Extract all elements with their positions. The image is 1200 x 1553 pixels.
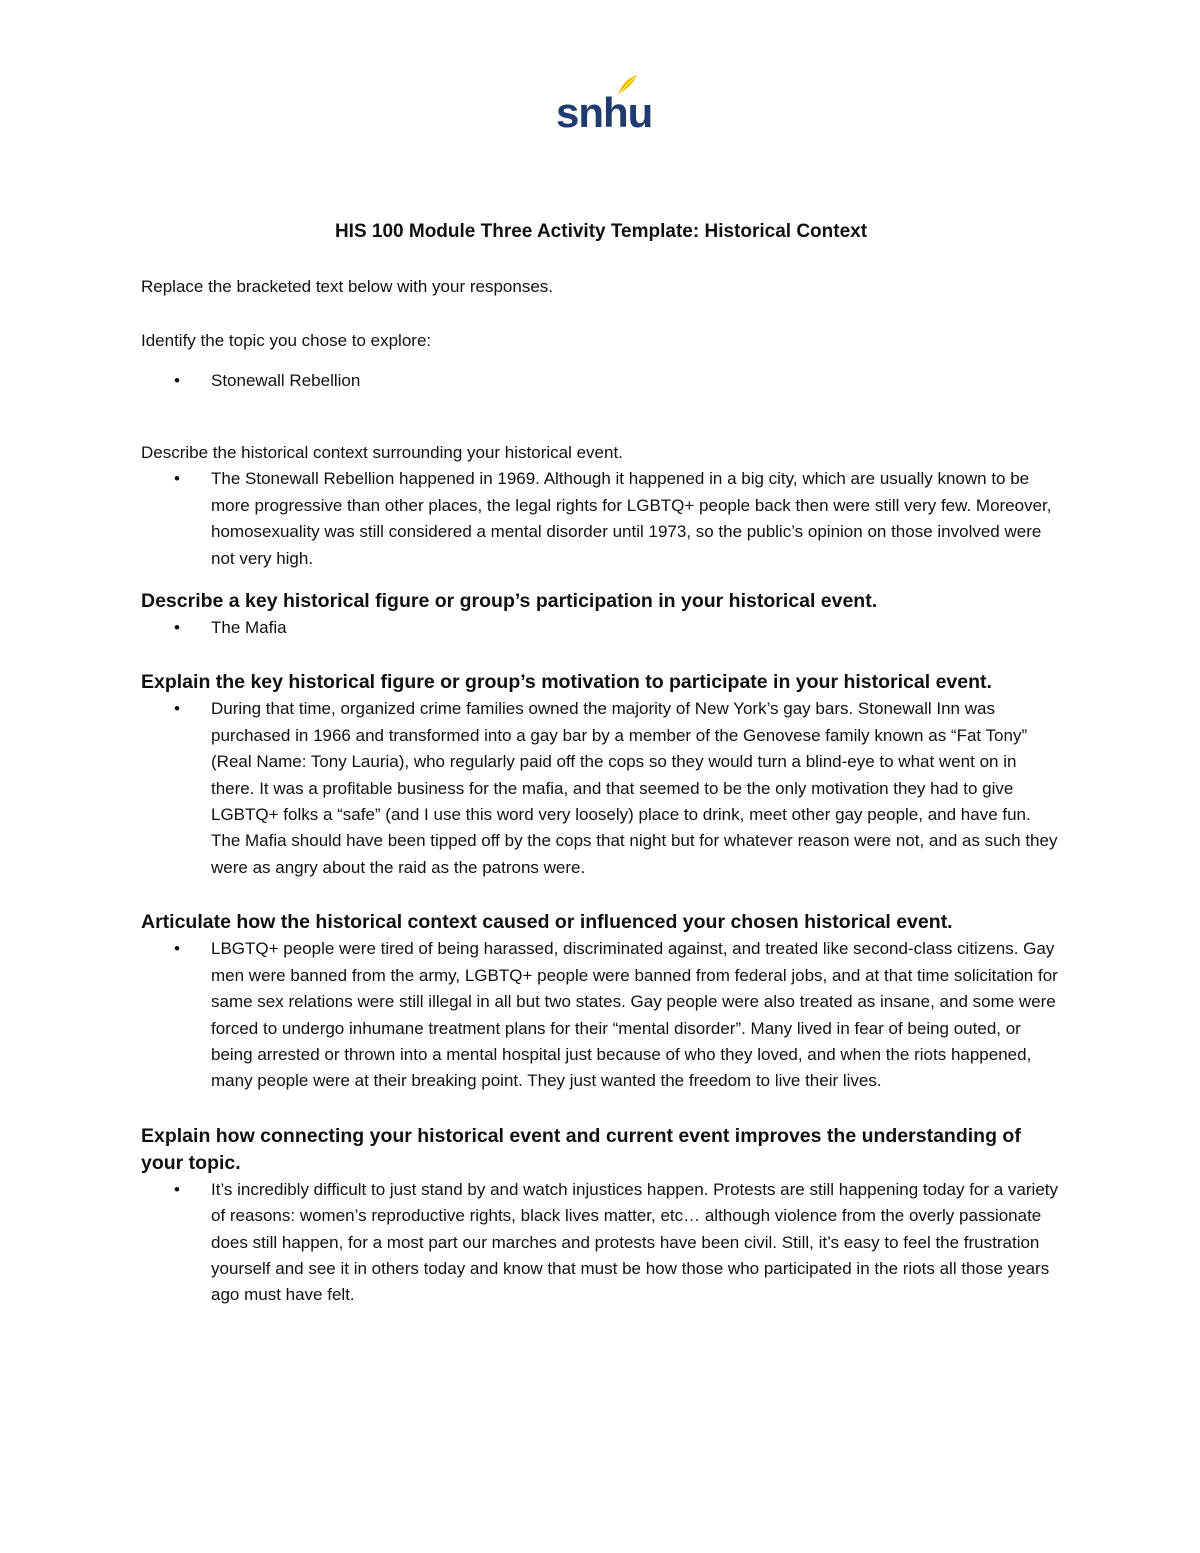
bullet-list (141, 1177, 1061, 1309)
bullet-list (141, 466, 1061, 572)
prompt-motivation: Explain the key historical figure or group’s motivation to participate in your historical event. (141, 671, 992, 694)
bullet-list (141, 615, 1061, 641)
snhu-logo (556, 74, 653, 136)
bullet-icon: • (174, 939, 180, 959)
bullet-icon: • (174, 618, 180, 638)
prompt-influence: Articulate how the historical context caused or influenced your chosen historical event. (141, 911, 953, 934)
document-body (141, 218, 1061, 1309)
bullet-icon: • (174, 371, 180, 390)
bullet-list (141, 936, 1061, 1094)
prompt-figure: Describe a key historical figure or group’s participation in your historical event. (141, 590, 878, 613)
bullet-icon: • (174, 699, 180, 719)
bullet-list (141, 368, 1061, 394)
bullet-icon: • (174, 469, 180, 489)
prompt-connection: Explain how connecting your historical event and current event improves the understanding of your topic. (141, 1124, 1021, 1174)
bullet-list (141, 696, 1061, 881)
logo-text: snhu (556, 89, 653, 136)
document-title: HIS 100 Module Three Activity Template: Historical Context (334, 221, 868, 242)
list-item: • It’s incredibly difficult to just stand by and watch injustices happen. Protests are still happening today for a variety of reasons: women’s reproductive rights, black lives matter, etc… although violence from the overly passionate does still happen, for a most part our marches and protests have been civil. Still, it’s easy to feel the frustration yourself and see it in others today and know that must be how those who participated in the riots all those years ago must have felt. (141, 1177, 1061, 1309)
list-item: • During that time, organized crime families owned the majority of New York’s gay bars. Stonewall Inn was purchased in 1966 and transformed into a gay bar by a member of the Genovese family known as “Fat Tony” (Real Name: Tony Lauria), who regularly paid off the cops so they would turn a blind-eye to what went on in there. It was a profitable business for the mafia, and that seemed to be the only motivation they had to give LGBTQ+ folks a “safe” (and I use this word very loosely) place to drink, meet other gay people, and have fun. The Mafia should have been tipped off by the cops that night but for whatever reason were not, and as such they were as angry about the raid as the patrons were. (141, 696, 1061, 881)
list-item: • The Mafia (141, 615, 1061, 641)
list-item: • The Stonewall Rebellion happened in 1969. Although it happened in a big city, which are usually known to be more progressive than other places, the legal rights for LGBTQ+ people back then were still very few. Moreover, homosexuality was still considered a mental disorder until 1973, so the public’s opinion on those involved were not very high. (141, 466, 1061, 572)
instructions: Replace the bracketed text below with your responses. (141, 277, 554, 296)
bullet-icon: • (174, 1179, 180, 1199)
list-item: • LBGTQ+ people were tired of being harassed, discriminated against, and treated like second-class citizens. Gay men were banned from the army, LGBTQ+ people were banned from federal jobs, and at that time solicitation for same sex relations were still illegal in all but two states. Gay people were also treated as insane, and some were forced to undergo inhumane treatment plans for their “mental disorder”. Many lived in fear of being outed, or being arrested or thrown into a mental hospital just because of who they loved, and when the riots happened, many people were at their breaking point. They just wanted the freedom to live their lives. (141, 936, 1061, 1094)
prompt-context: Describe the historical context surrounding your historical event. (141, 443, 623, 463)
prompt-topic: Identify the topic you chose to explore: (141, 331, 432, 350)
list-item: • Stonewall Rebellion (141, 368, 1061, 394)
